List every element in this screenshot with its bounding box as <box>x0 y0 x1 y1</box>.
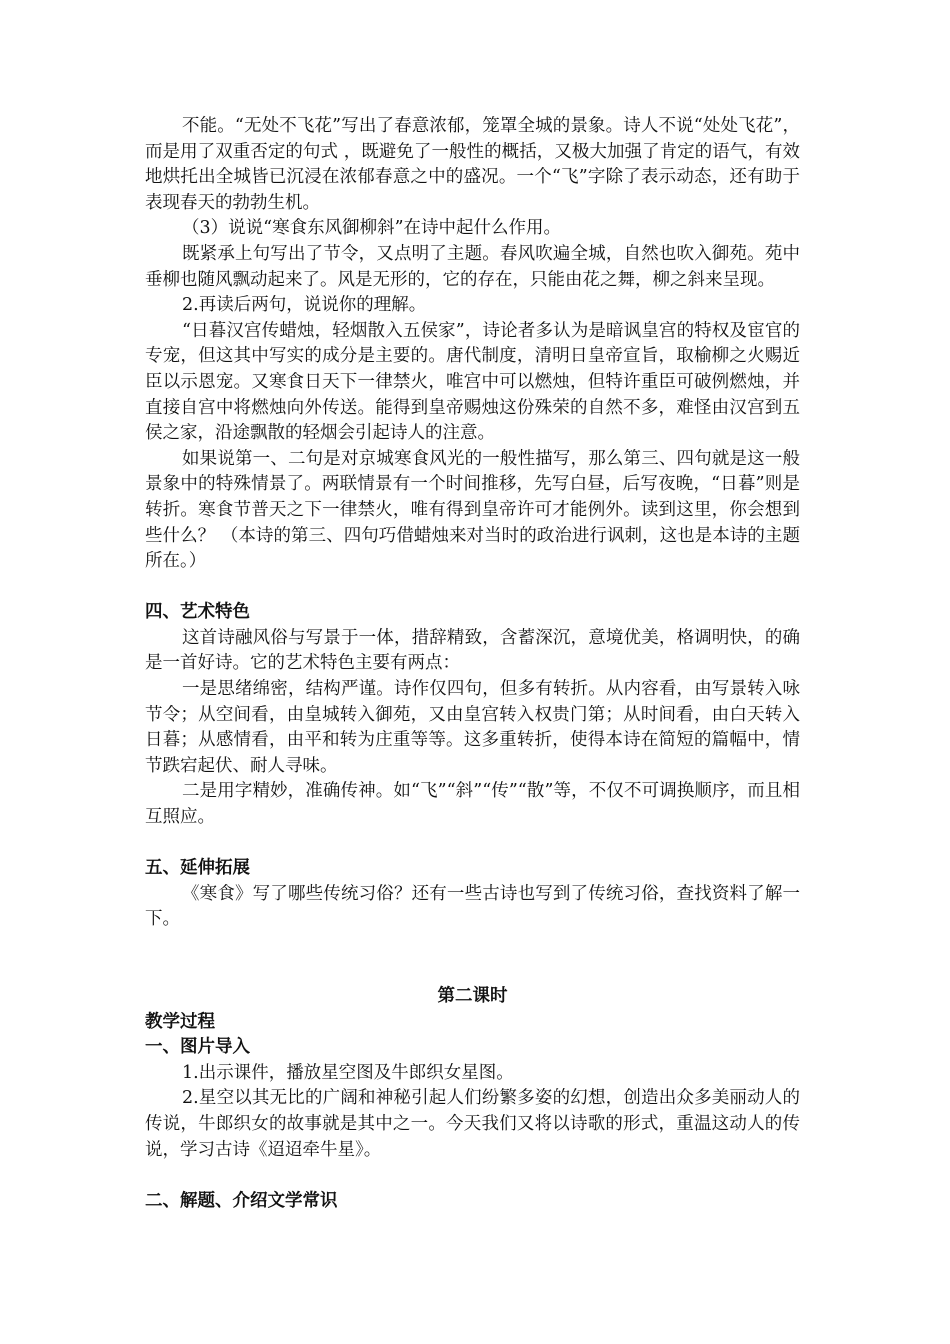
paragraph: 《寒食》写了哪些传统习俗？还有一些古诗也写到了传统习俗，查找资料了解一下。 <box>145 883 800 930</box>
section-heading-art: 四、艺术特色 <box>145 602 250 623</box>
paragraph: 如果说第一、二句是对京城寒食风光的一般性描写，那么第三、四句就是这一般景象中的特殊情景了。两联情景有一个时间推移，先写白昼，后写夜晚，“日暮”则是转折。寒食节普天之下一律禁火，唯有得到皇帝许可才能例外。读到这里，你会想到些什么？ （本诗的第三、四句巧借蜡烛来对当时的政治进行讽刺，这也是本诗的主题所在。） <box>145 448 800 572</box>
paragraph: 既紧承上句写出了节令，又点明了主题。春风吹遍全城，自然也吹入御苑。苑中垂柳也随风飘动起来了。风是无形的，它的存在，只能由花之舞，柳之斜来呈现。 <box>145 243 800 290</box>
section-heading-extension: 五、延伸拓展 <box>145 858 250 879</box>
question-3: （3）说说“寒食东风御柳斜”在诗中起什么作用。 <box>182 218 562 239</box>
paragraph: 这首诗融风俗与写景于一体，措辞精致，含蓄深沉，意境优美，格调明快，的确是一首好诗。它的艺术特色主要有两点： <box>145 627 800 674</box>
paragraph: 不能。“无处不飞花”写出了春意浓郁，笼罩全城的景象。诗人不说“处处飞花”，而是用了双重否定的句式 ，既避免了一般性的概括，又极大加强了肯定的语气，有效地烘托出全城皆已沉浸在浓郁春意之中的盛况。一个“飞”字除了表示动态，还有助于表现春天的勃勃生机。 <box>145 116 800 213</box>
paragraph: “日暮汉宫传蜡烛，轻烟散入五侯家”，诗论者多认为是暗讽皇宫的特权及宦官的专宠，但这其中写实的成分是主要的。唐代制度，清明日皇帝宣旨，取榆柳之火赐近臣以示恩宠。又寒食日天下一律禁火，唯宫中可以燃烛，但特许重臣可破例燃烛，并直接自宫中将燃烛向外传送。能得到皇帝赐烛这份殊荣的自然不多，难怪由汉宫到五侯之家，沿途飘散的轻烟会引起诗人的注意。 <box>145 320 800 444</box>
section-heading-intro: 一、图片导入 <box>145 1037 250 1058</box>
lesson-title: 第二课时 <box>437 986 508 1006</box>
paragraph: 一是思绪绵密，结构严谨。诗作仅四句，但多有转折。从内容看，由写景转入咏节令；从空间看，由皇城转入御苑，又由皇宫转入权贵门第；从时间看，由白天转入日暮；从感情看，由平和转为庄重等等。这多重转折，使得本诗在简短的篇幅中，情节跌宕起伏、耐人寻味。 <box>145 679 800 776</box>
process-heading: 教学过程 <box>145 1011 215 1032</box>
section-heading-title-explain: 二、解题、介绍文学常识 <box>145 1190 338 1211</box>
paragraph: 1.出示课件，播放星空图及牛郎织女星图。 <box>182 1062 514 1083</box>
question-2: 2.再读后两句，说说你的理解。 <box>182 295 427 316</box>
paragraph: 2.星空以其无比的广阔和神秘引起人们纷繁多姿的幻想，创造出众多美丽动人的传说，牛郎织女的故事就是其中之一。今天我们又将以诗歌的形式，重温这动人的传说，学习古诗《迢迢牵牛星》。 <box>145 1088 800 1160</box>
paragraph: 二是用字精妙，准确传神。如“飞”“斜”“传”“散”等，不仅不可调换顺序，而且相互照应。 <box>145 781 800 828</box>
